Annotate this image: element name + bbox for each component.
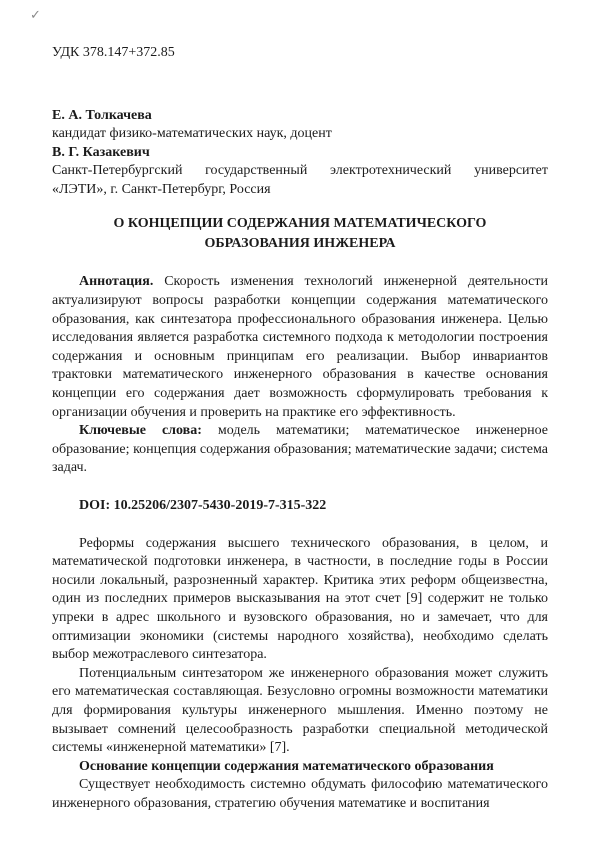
keywords-label: Ключевые слова: xyxy=(79,423,202,439)
doi-line: DOI: 10.25206/2307-5430-2019-7-315-322 xyxy=(79,498,327,513)
body-paragraph-3: Существует необходимость системно обдумать философию математического инженерного образования, стратегию обучения математике и воспитания xyxy=(52,777,548,811)
keywords-paragraph xyxy=(52,422,548,478)
author-degree: кандидат физико-математических наук, доцент xyxy=(52,126,332,142)
author-affiliation: Санкт-Петербургский государственный электротехнический университет «ЛЭТИ», г. Санкт-Петербург, Россия xyxy=(52,163,548,197)
author-name-2: В. Г. Казакевич xyxy=(52,144,150,160)
abstract-label: Аннотация. xyxy=(79,274,154,290)
abstract-paragraph xyxy=(52,273,548,422)
body-paragraph-1: Реформы содержания высшего технического образования, в целом, и математической подготовки инженера, в частности, в последние годы в России носили локальный, разрозненный характер. Критика этих реформ общеизвестна, один из последних примеров высказывания на этот счет [9] содержит не только упреки в адрес школьного и вузовского образования, но и замечает, что для оптимизации экономики (системы народного хозяйства), необходимо сделать выбор межотраслевого синтезатора. xyxy=(52,535,548,663)
author-block xyxy=(52,107,548,200)
udc-code: УДК 378.147+372.85 xyxy=(52,45,175,60)
keywords-text: модель математики; математическое инженерное образование; концепция содержания образования; математические задачи; система задач. xyxy=(52,423,548,476)
section-heading: Основание концепции содержания математического образования xyxy=(79,758,494,774)
scan-artifact-mark: ✓ xyxy=(30,8,41,23)
paper-title: О КОНЦЕПЦИИ СОДЕРЖАНИЯ МАТЕМАТИЧЕСКОГО ОБРАЗОВАНИЯ ИНЖЕНЕРА xyxy=(113,216,487,251)
abstract-text: Скорость изменения технологий инженерной деятельности актуализируют вопросы разработки концепции содержания математического образования, как синтезатора профессионального образования инженера. Целью исследования является разработка системного подхода к методологии построения содержания и основным принципам его реализации. Выбор инвариантов трактовки математического инженерного образования в качестве основания концепции его содержания дает возможность сформулировать требования к организации обучения и проверить на практике его эффективность. xyxy=(52,274,548,420)
body-paragraph-2: Потенциальным синтезатором же инженерного образования может служить его математическая составляющая. Безусловно огромны возможности математики для формирования культуры инженерного мышления. Именно поэтому не вызывает сомнений целесообразность разработки специальной методической системы «инженерной математики» [7]. xyxy=(52,665,548,756)
author-name-1: Е. А. Толкачева xyxy=(52,107,152,123)
